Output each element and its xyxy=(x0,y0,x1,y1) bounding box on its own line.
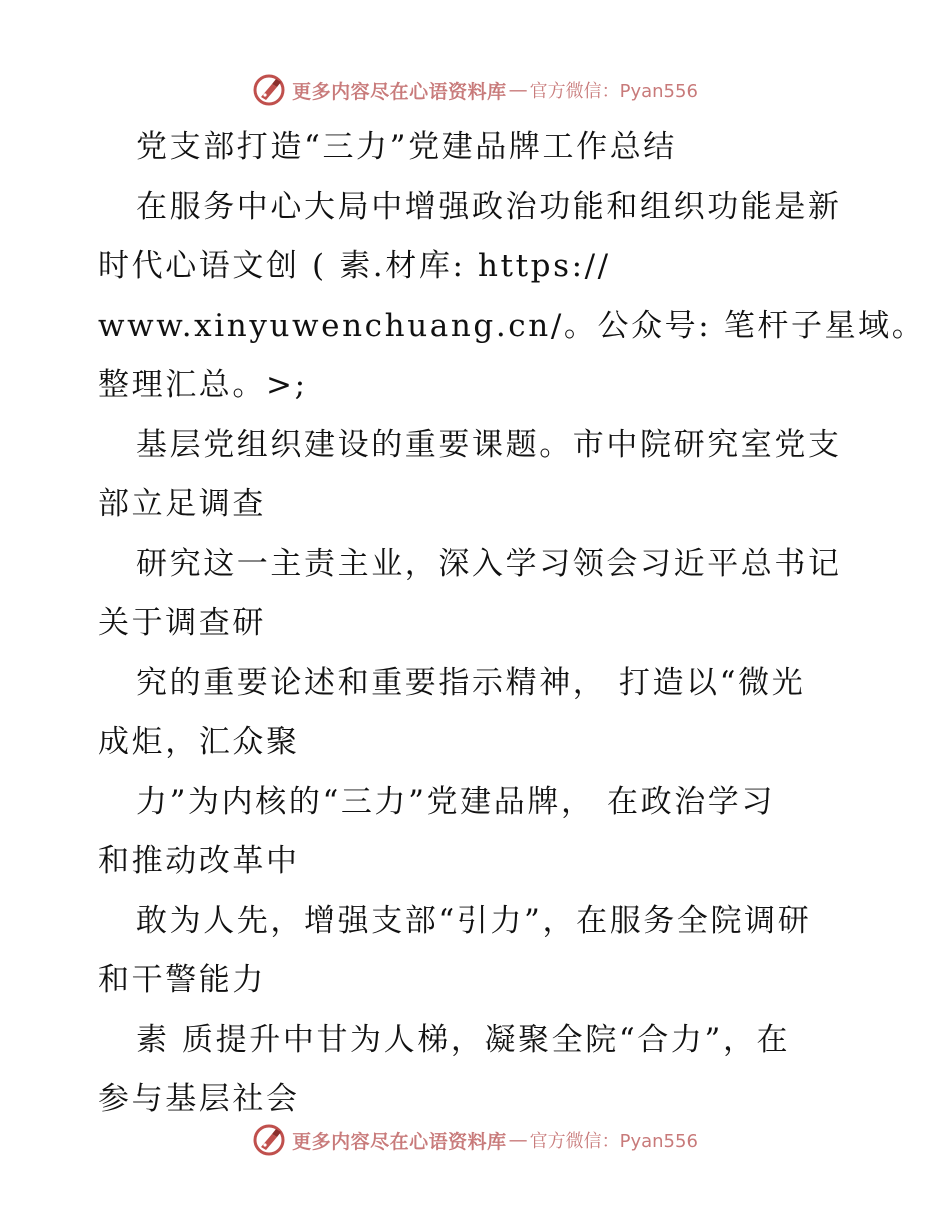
text-line: 力”为内核的“三力”党建品牌， 在政治学习 xyxy=(136,783,775,820)
banner-title: 更多内容尽在心语资料库 xyxy=(292,80,507,103)
banner-dash: — xyxy=(508,79,528,101)
text-line: 究的重要论述和重要指示精神， 打造以“微光 xyxy=(136,664,806,701)
text-line: 整理汇总。>; xyxy=(98,367,308,403)
text-line: 研究这一主责主业，深入学习领会习近平总书记 xyxy=(136,545,842,582)
document-body xyxy=(98,118,926,1130)
text-line: 部立足调查 xyxy=(98,486,266,522)
text-line: 和干警能力 xyxy=(98,962,266,998)
text-line: 时代心语文创 ( 素.材库: https:// xyxy=(98,248,611,284)
banner-title: 更多内容尽在心语资料库 xyxy=(292,1130,507,1153)
banner-dash: — xyxy=(508,1129,528,1151)
text-line: 和推动改革中 xyxy=(98,843,300,879)
document-title: 党支部打造“三力”党建品牌工作总结 xyxy=(136,129,677,165)
pen-logo-icon xyxy=(252,1123,286,1157)
footer-banner xyxy=(0,1120,950,1160)
banner-wechat: 官方微信：Pyan556 xyxy=(529,81,698,102)
text-line: 在服务中心大局中增强政治功能和组织功能是新 xyxy=(136,188,842,225)
text-line: www.xinyuwenchuang.cn/。公众号: 笔杆子星域。 xyxy=(98,307,926,344)
text-line: 素 质提升中甘为人梯，凝聚全院“合力”，在 xyxy=(136,1021,791,1058)
text-line: 关于调查研 xyxy=(98,605,266,641)
text-line: 敢为人先，增强支部“引力”，在服务全院调研 xyxy=(136,902,812,939)
text-line: 成炬，汇众聚 xyxy=(98,724,300,760)
text-line: 基层党组织建设的重要课题。市中院研究室党支 xyxy=(136,426,842,463)
banner-wechat: 官方微信：Pyan556 xyxy=(529,1131,698,1152)
header-banner xyxy=(0,70,950,110)
text-line: 参与基层社会 xyxy=(98,1081,300,1117)
pen-logo-icon xyxy=(252,73,286,107)
